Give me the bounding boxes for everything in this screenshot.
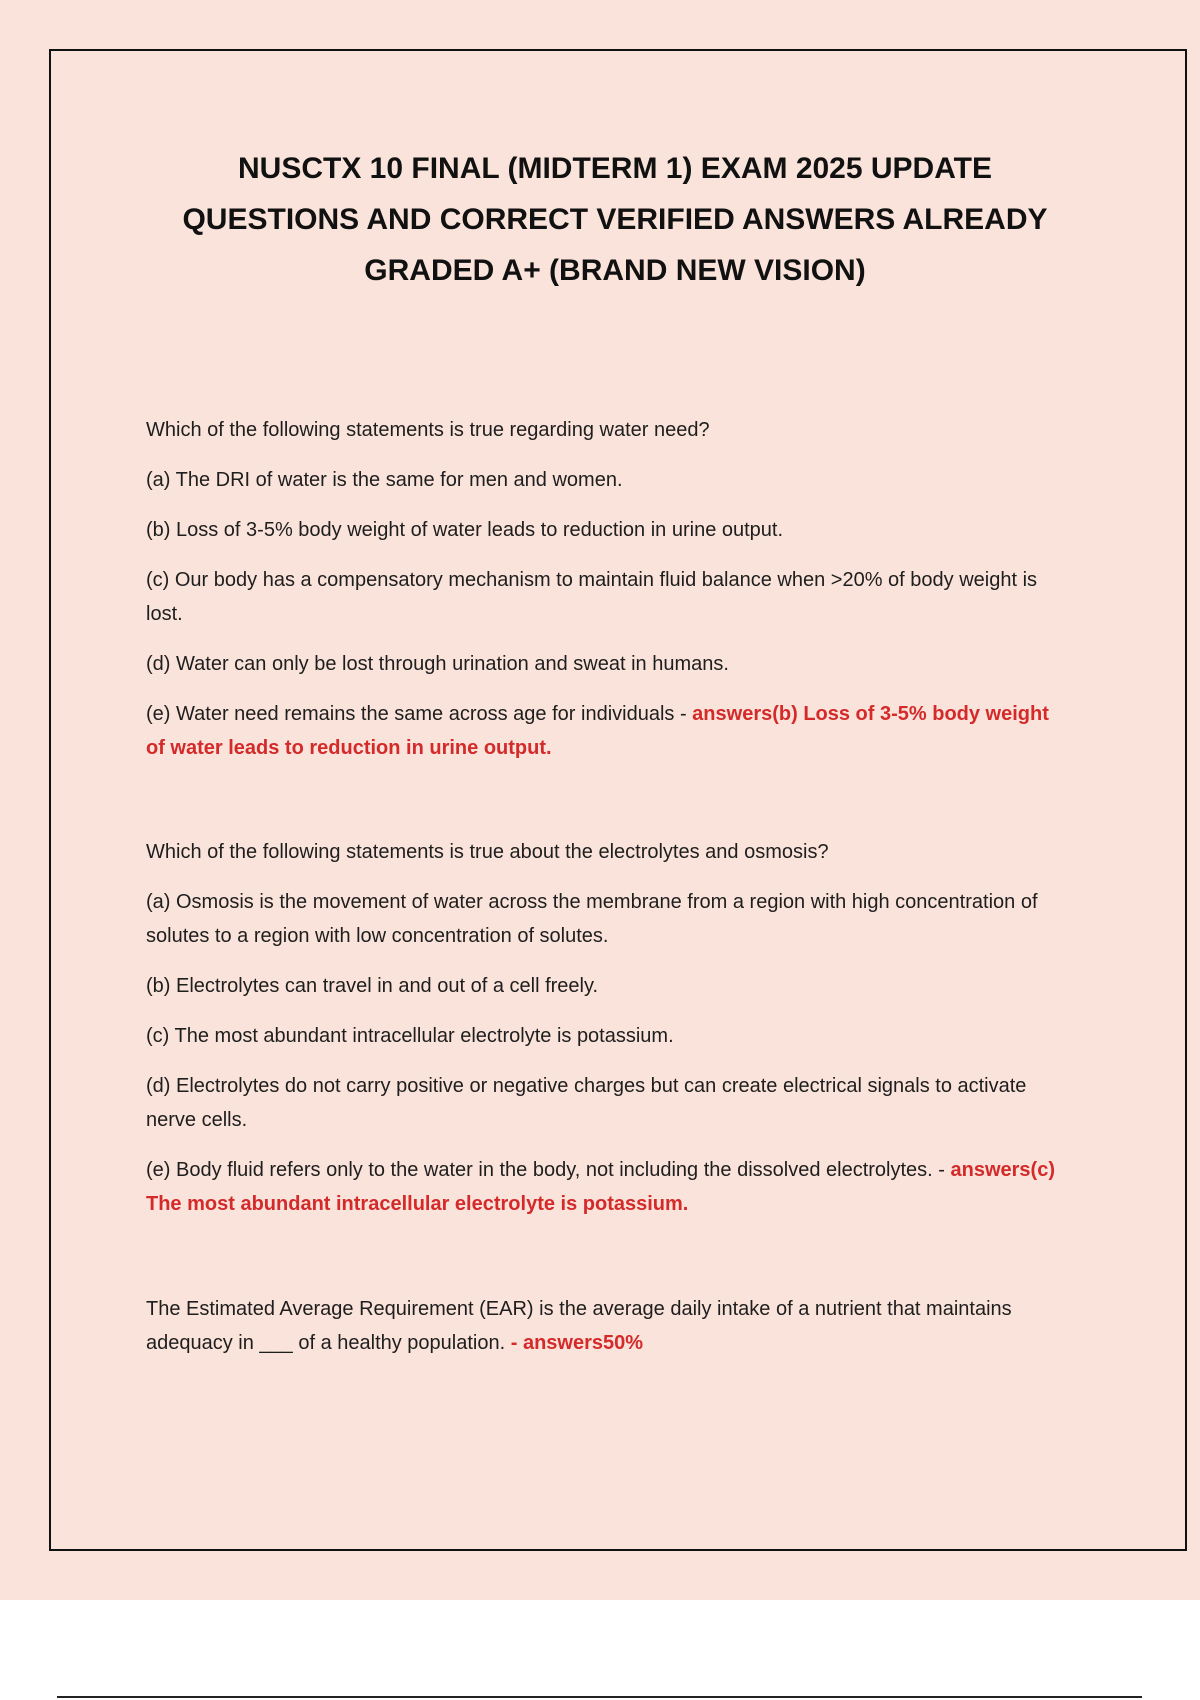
question-1-option-b: (b) Loss of 3-5% body weight of water leads to reduction in urine output. [146,519,784,541]
question-1-answer: answers(b) Loss of 3-5% body weight of water leads to reduction in urine output. [146,703,1049,759]
question-1-option-a: (a) The DRI of water is the same for men and women. [146,469,623,491]
question-3 [146,1292,1066,1376]
question-2-option-e [146,1153,1066,1221]
question-3-text-row [146,1292,1066,1360]
footer-divider [57,1696,1142,1698]
question-2-answer: answers(c) The most abundant intracellular electrolyte is potassium. [146,1159,1055,1215]
question-2-option-c: (c) The most abundant intracellular electrolyte is potassium. [146,1025,674,1047]
question-2-text: Which of the following statements is true about the electrolytes and osmosis? [146,841,829,863]
question-3-text: The Estimated Average Requirement (EAR) is the average daily intake of a nutrient that maintains adequacy in ___ of a healthy population. [146,1298,1012,1354]
question-1-option-e [146,697,1066,765]
document-title [150,143,1080,296]
question-1-option-d: (d) Water can only be lost through urination and sweat in humans. [146,653,729,675]
question-3-answer: - answers50% [505,1332,644,1354]
question-1-option-c: (c) Our body has a compensatory mechanism to maintain fluid balance when >20% of body weight is lost. [146,569,1038,625]
title-line-3: GRADED A+ (BRAND NEW VISION) [364,254,866,287]
question-2-option-a: (a) Osmosis is the movement of water across the membrane from a region with high concentration of solutes to a region with low concentration of solutes. [146,891,1038,947]
question-2-option-e-text: (e) Body fluid refers only to the water in the body, not including the dissolved electrolytes. - [146,1159,951,1181]
question-2-option-d: (d) Electrolytes do not carry positive or negative charges but can create electrical signals to activate nerve cells. [146,1075,1027,1131]
question-1 [146,413,1066,781]
title-line-1: NUSCTX 10 FINAL (MIDTERM 1) EXAM 2025 UPDATE [238,152,992,185]
question-1-text: Which of the following statements is true regarding water need? [146,419,710,441]
question-2 [146,835,1066,1237]
question-2-option-b: (b) Electrolytes can travel in and out of a cell freely. [146,975,599,997]
title-line-2: QUESTIONS AND CORRECT VERIFIED ANSWERS ALREADY [182,203,1048,236]
question-1-option-e-text: (e) Water need remains the same across age for individuals - [146,703,693,725]
